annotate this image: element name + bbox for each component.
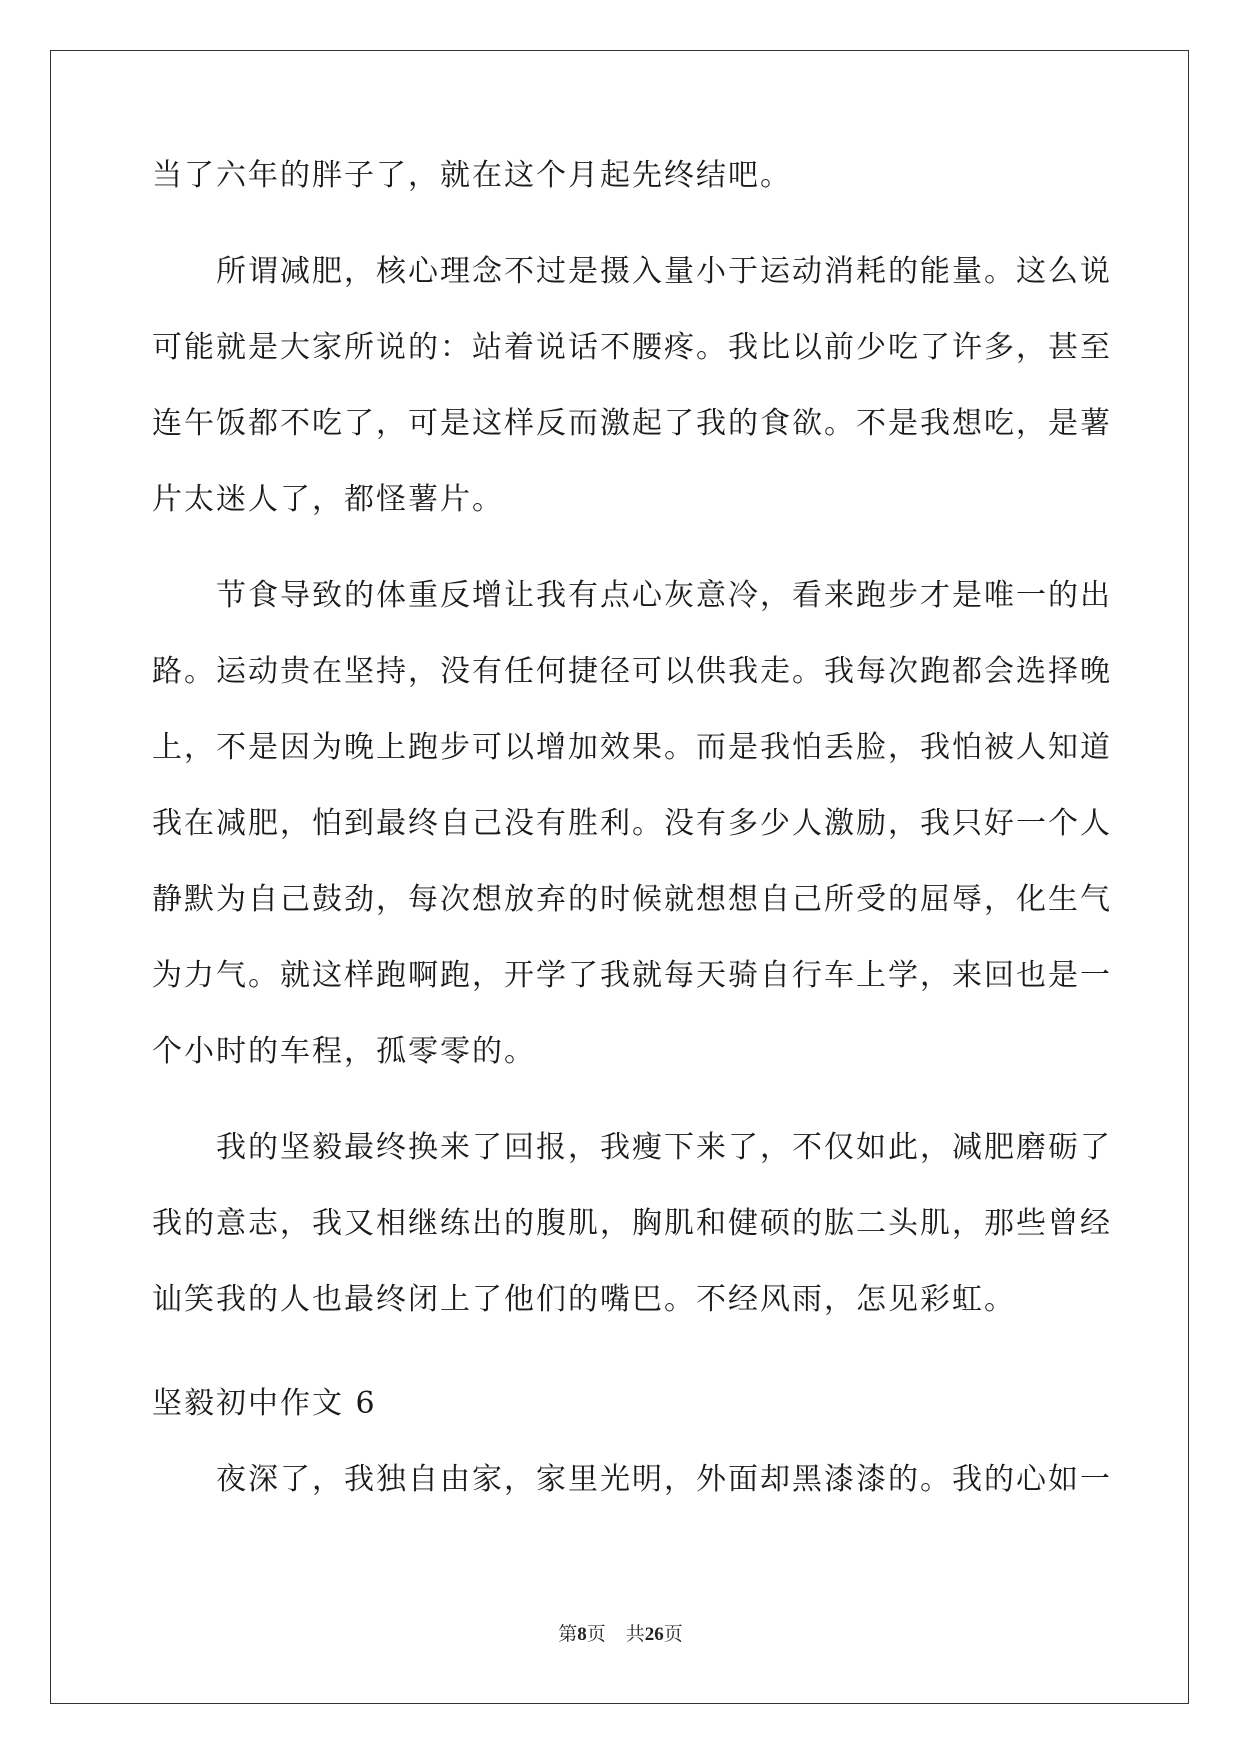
page-footer [0, 1622, 1241, 1647]
total-pages: 26 [644, 1624, 664, 1645]
text-line: 个小时的车程，孤零零的。 [152, 1034, 536, 1069]
page-number: 8 [577, 1624, 587, 1645]
text-line: 我的坚毅最终换来了回报，我瘦下来了，不仅如此，减肥磨砺了 [216, 1130, 1112, 1165]
footer-total-suffix: 页 [663, 1623, 683, 1645]
text-line: 为力气。就这样跑啊跑，开学了我就每天骑自行车上学，来回也是一 [152, 958, 1112, 993]
text-line: 路。运动贵在坚持，没有任何捷径可以供我走。我每次跑都会选择晚 [152, 654, 1112, 689]
text-line: 夜深了，我独自由家，家里光明，外面却黑漆漆的。我的心如一 [216, 1462, 1112, 1497]
text-line: 所谓减肥，核心理念不过是摄入量小于运动消耗的能量。这么说 [216, 254, 1112, 289]
text-line: 讪笑我的人也最终闭上了他们的嘴巴。不经风雨，怎见彩虹。 [152, 1282, 1016, 1317]
text-line: 节食导致的体重反增让我有点心灰意冷，看来跑步才是唯一的出 [216, 578, 1112, 613]
text-line: 我的意志，我又相继练出的腹肌，胸肌和健硕的肱二头肌，那些曾经 [152, 1206, 1112, 1241]
page-frame [50, 50, 1189, 1704]
text-line: 我在减肥，怕到最终自己没有胜利。没有多少人激励，我只好一个人 [152, 806, 1112, 841]
footer-prefix: 第 [558, 1623, 578, 1645]
text-line: 片太迷人了，都怪薯片。 [152, 482, 504, 517]
footer-page-suffix: 页 [586, 1623, 606, 1645]
text-line: 可能就是大家所说的：站着说话不腰疼。我比以前少吃了许多，甚至 [152, 330, 1112, 365]
text-line: 当了六年的胖子了，就在这个月起先终结吧。 [152, 158, 792, 193]
text-line: 静默为自己鼓劲，每次想放弃的时候就想想自己所受的屈辱，化生气 [152, 882, 1112, 917]
footer-total-prefix: 共 [625, 1623, 645, 1645]
text-line: 上，不是因为晚上跑步可以增加效果。而是我怕丢脸，我怕被人知道 [152, 730, 1112, 765]
text-line: 连午饭都不吃了，可是这样反而激起了我的食欲。不是我想吃，是薯 [152, 406, 1112, 441]
section-heading: 坚毅初中作文 6 [152, 1386, 377, 1421]
